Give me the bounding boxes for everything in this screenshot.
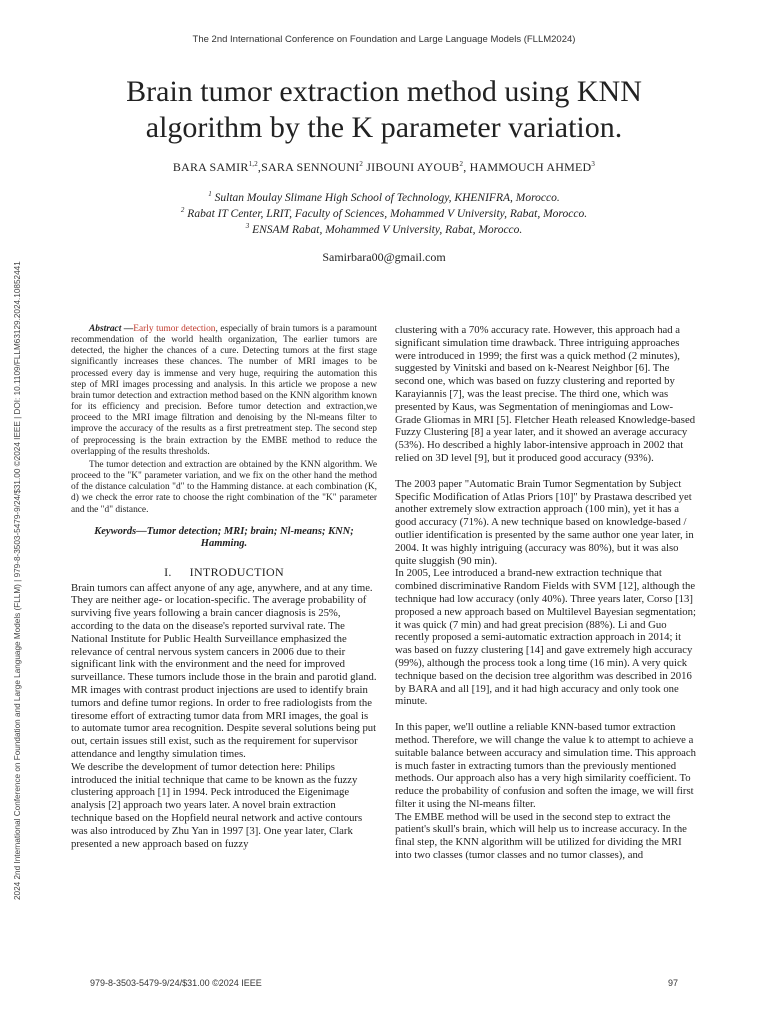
author-name: BARA SAMIR	[172, 160, 249, 174]
author-affil-mark: 3	[591, 160, 596, 168]
abstract-label: Abstract	[89, 324, 122, 334]
section-heading: I. INTRODUCTION	[164, 564, 284, 579]
affiliation-1: $^1$ Sultan Moulay Slimane High School of Technology, KHENIFRA, Morocco.	[208, 190, 560, 204]
title-line-1: Brain tumor extraction method using KNN	[126, 75, 642, 108]
intro-paragraph: Brain tumors can affect anyone of any age, anywhere, and at any time. They are neither age- or location-specific. The average probability of surviving five years following a brain cancer diagnosis is 25%, according to the data on the disease's reported survival rate. The National Institute for Public Health Surveillance emphasized the relevance of central nervous system cancers in 2006 due to their significant link with the environment and the need for improved surveillance. These tumors include those in the brain and parotid gland.	[71, 581, 377, 684]
abstract-paragraph-2: The tumor detection and extraction are obtained by the KNN algorithm. We proceed to the "K" parameter variation, and we fix on the other hand the method of the distance calculation "d" to the Hamming distance. at each combination (K, d) we check the error rate to choose the right combination of the "K" parameter and the "d" distance.	[71, 459, 377, 515]
author-list	[60, 160, 708, 175]
footer-isbn: 979-8-3503-5479-9/24/$31.00 ©2024 IEEE	[90, 978, 262, 988]
author-affil-mark: 1,2	[248, 160, 258, 168]
title-line-2: algorithm by the K parameter variation.	[145, 111, 623, 144]
right-column	[395, 324, 698, 888]
abstract: Abstract —Early tumor detection, especially of brain tumors is a paramount recommendation of the world health organization, The earlier tumors are detected, the higher the chances of a cure. Detecting tumors at the first stage significantly increases these chances. The number of MRI images to be processed every day is immense and very huge, requiring the automation this step of MRI images processing and analysis. In this article we propose a new brain tumor detection and extraction method based on the KNN algorithm known for its efficiency and precision. Before tumor detection and extraction,we proceed to the MRI image filtration and denoising by the Nl-means filter to improve the accuracy of the results as a first pretreatment step. The second step of preprocessing is the brain extraction by the EMBE method to reduce the overlapping of the results thresholds.	[71, 324, 377, 457]
body-paragraph: clustering with a 70% accuracy rate. However, this approach had a significant simulation time drawback. Three intriguing approaches were introduced in 1999; the first was a quick method (2 minutes), suggested by Vinitski and based on k-Nearest Neighbor [6]. The second one, which was based on fuzzy clustering and reported by Karayiannis [7], was the least precise. The third one, which was presented by Kaus, was Segmentation of meningiomas and Low-Grade Gliomas in MRI [5]. Fletcher Heath released Knowledge-based Fuzzy Clustering [8] a year later, and it showed an average accuracy (53%). Ho described a highly labor-intensive approach in 2002 that relied on 3D level [9], but it produced good accuracy (93%).	[395, 324, 696, 464]
author-name: , HAMMOUCH AHMED	[463, 160, 592, 174]
affiliation-2: $^2$ Rabat IT Center, LRIT, Faculty of Sciences, Mohammed V University, Rabat, Morocco.	[180, 206, 588, 220]
paper-title	[80, 74, 688, 146]
author-name: JIBOUNI AYOUB	[363, 160, 460, 174]
body-paragraph: The 2003 paper "Automatic Brain Tumor Segmentation by Subject Specific Modification of Atlas Priors [10]" by Prastawa described yet another extremely slow extraction approach (100 min), yet it has a good accuracy (71%). A new technique based on knowledge-based / outlier identification is presented by the same author one year later, in 2004. It was highly intriguing (accuracy was 80%), but it was also quite sluggish (90 min).	[395, 477, 694, 567]
page-number: 97	[668, 978, 679, 988]
intro-paragraph: We describe the development of tumor detection here: Philips introduced the initial technique that came to be known as the fuzzy clustering approach [1] in 1994. Peck introduced the Eigenimage analysis [2] approach two years later. A novel brain extraction technique based on the Hopfield neural network and active contours was also introduced by Zhu Yan in 1997 [3]. One year later, Clark presented a new approach based on fuzzy	[71, 760, 363, 850]
left-column	[71, 324, 377, 888]
body-paragraph: In this paper, we'll outline a reliable KNN-based tumor extraction method. Therefore, we will change the value k to attempt to achieve a suitable balance between accuracy and simulation time. This approach is much faster in extracting tumors than the previously mentioned methods. Our approach also has a very high similarity coefficient. To reduce the probability of confusion and soften the image, we will first filter it using the Nl-means filter.	[395, 721, 697, 810]
abstract-highlight: Early tumor detection	[133, 324, 216, 334]
author-affil-mark: 2	[459, 160, 464, 168]
intro-paragraph: MR images with contrast product injections are used to identify brain tumors and define tumor regions. In order to free radiologists from the tiresome effort of extracting tumor data from MRI images, the goal is to automate tumor area recognition. Despite several solutions being put out, certain issues still exist, such as the requirement for supervisor attendance and lengthy simulation times.	[71, 684, 377, 761]
conference-header: The 2nd International Conference on Foundation and Large Language Models (FLLM2024)	[192, 34, 576, 45]
body-paragraph: In 2005, Lee introduced a brand-new extraction technique that combined discriminative Random Fields with SVM [12], although the technique had low accuracy (only 40%). Three years later, Corso [13] proposed a new approach based on Multilevel Bayesian segmentation; it was quick (7 min) and had great precision (88%). Li and Guo recently proposed a semi-automatic extraction approach in 2014; it was based on fuzzy clustering [14] and gave extremely high accuracy (99%), although the process took a long time (16 min). A very quick technique based on the decision tree algorithm was described in 2016 by BARA and all [19], and it had high accuracy and only took one minute.	[395, 567, 696, 708]
affiliation-3: $^3$ ENSAM Rabat, Mohammed V University, Rabat, Morocco.	[245, 222, 523, 236]
body-paragraph: The EMBE method will be used in the second step to extract the patient's skull's brain, which will help us to increase accuracy. In the final step, the KNN algorithm will be utilized for dividing the MRI into two classes (tumor classes and no tumor classes), and	[395, 810, 687, 862]
side-doi-text: 2024 2nd International Conference on Foundation and Large Language Models (FLLM) | 979-8-3503-5479-9/24/$31.00 ©2024 IEEE | DOI: 10.1109/FLLM63129.2024.10852441	[13, 261, 22, 900]
author-email[interactable]: Samirbara00@gmail.com	[322, 250, 446, 264]
keywords: Keywords—Tumor detection; MRI; brain; Nl-means; KNN; Hamming.	[94, 525, 354, 550]
author-affil-mark: 2	[359, 160, 364, 168]
author-name: ,SARA SENNOUNI	[257, 160, 360, 174]
